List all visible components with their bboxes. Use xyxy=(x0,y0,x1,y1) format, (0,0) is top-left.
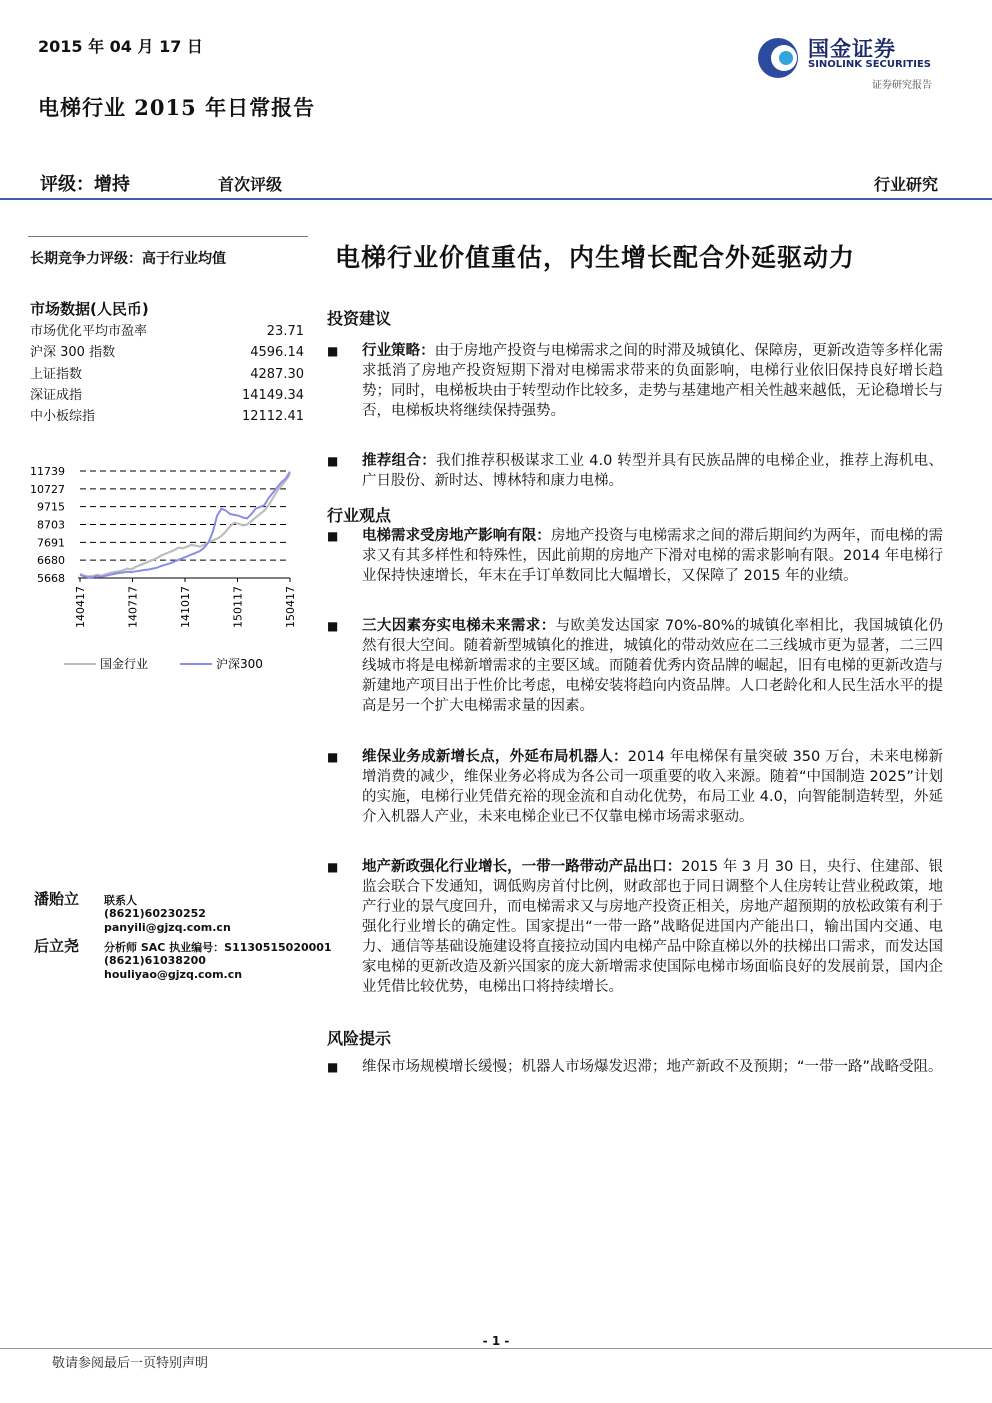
report-date: 2015 年 04 月 17 日 xyxy=(38,37,203,56)
y-tick-label: 10727 xyxy=(30,482,65,496)
index-chart xyxy=(24,452,314,674)
long-term-rating: 长期竞争力评级：高于行业均值 xyxy=(30,251,226,267)
footer-disclaimer: 敬请参阅最后一页特别声明 xyxy=(52,1356,209,1371)
bullet-text xyxy=(362,616,943,716)
logo-sub-text: 证券研究报告 xyxy=(872,80,932,91)
market-label: 深证成指 xyxy=(30,387,83,403)
market-data-table xyxy=(30,321,306,427)
y-tick-label: 6680 xyxy=(37,554,65,568)
market-row xyxy=(30,321,306,342)
report-title: 电梯行业 2015 年日常报告 xyxy=(38,95,316,120)
bullet-text xyxy=(362,747,943,827)
bullet-item xyxy=(327,747,943,847)
bullet-body: 由于房地产投资与电梯需求之间的时滞及城镇化、保障房，更新改造等多样化需求抵消了房地产投资短期下滑对电梯需求带来的负面影响，电梯行业依旧保持良好增长趋势；同时，电梯板块由于转型动作比较多，走势与基建地产相关性越来越低，无论稳增长与否，电梯板块将继续保持强势。 xyxy=(362,343,944,419)
market-value: 4287.30 xyxy=(250,366,304,382)
bullet-square-icon: ■ xyxy=(327,454,339,468)
market-row xyxy=(30,406,306,427)
page-number: - 1 - xyxy=(482,1334,510,1348)
main-title: 电梯行业价值重估，内生增长配合外延驱动力 xyxy=(335,243,856,272)
bullet-item xyxy=(327,857,943,1017)
x-tick-label: 141017 xyxy=(179,586,192,628)
section-heading: 投资建议 xyxy=(327,309,392,328)
market-row xyxy=(30,364,306,385)
industry-research-label: 行业研究 xyxy=(873,175,938,194)
bullet-lead: 维保业务成新增长点，外延布局机器人： xyxy=(362,749,628,765)
bullet-item xyxy=(327,341,943,441)
bullet-body: 2015 年 3 月 30 日，央行、住建部、银监会联合下发通知，调低购房首付比例，财政部也于同日调整个人住房转让营业税政策，地产行业的景气度回升，而电梯需求又与房地产投资正相关，房地产超预期的放松政策有利于强化行业增长的确定性。国家提出“一带一路”战略促进国内产能出口，输出国内交通、电力、通信等基础设施建设将直接拉动国内电梯产品中除直梯以外的扶梯出口需求，而发达国家电梯的更新改造及新兴国家的庞大新增需求使国际电梯市场面临良好的发展前景，国内企业凭借比较优势，电梯出口将持续增长。 xyxy=(362,859,943,995)
analyst-role: 联系人 xyxy=(104,894,137,907)
section-heading: 风险提示 xyxy=(327,1029,392,1048)
header-divider xyxy=(0,198,992,200)
logo-mark-icon xyxy=(756,34,804,82)
analyst-email: houliyao@gjzq.com.cn xyxy=(104,967,243,981)
analyst-email: panyili@gjzq.com.cn xyxy=(104,920,231,934)
bullet-body: 房地产投资与电梯需求之间的滞后期间约为两年，而电梯的需求又有其多样性和特殊性，因此前期的房地产下滑对电梯的需求影响有限。2014 年电梯行业保持快速增长，年末在手订单数同比大幅增长，又保障了 2015 年的业绩。 xyxy=(362,528,944,584)
rating: 评级：增持 xyxy=(40,174,130,195)
bullet-square-icon: ■ xyxy=(327,344,339,358)
x-tick-label: 140717 xyxy=(126,586,140,628)
logo-cn-text: 国金证券 xyxy=(808,37,896,61)
bullet-square-icon: ■ xyxy=(327,860,339,874)
market-row xyxy=(30,385,306,406)
bullet-item xyxy=(327,616,943,736)
sidebar-divider xyxy=(28,236,308,237)
analyst-name: 潘贻立 xyxy=(34,890,80,908)
bullet-lead: 推荐组合： xyxy=(362,453,437,469)
bullet-item xyxy=(327,451,943,491)
market-value: 4596.14 xyxy=(250,345,304,361)
market-value: 12112.41 xyxy=(241,409,304,425)
legend-label: 沪深300 xyxy=(216,657,263,671)
bullet-square-icon: ■ xyxy=(327,619,339,633)
bullet-item xyxy=(327,1057,943,1097)
y-tick-label: 5668 xyxy=(37,572,65,585)
bullet-text xyxy=(362,857,943,997)
x-tick-label: 150117 xyxy=(231,586,245,628)
analyst-phone: (8621)60230252 xyxy=(104,907,206,921)
x-tick-label: 150417 xyxy=(284,586,297,628)
bullet-lead: 行业策略： xyxy=(362,343,435,359)
bullet-lead: 三大因素夯实电梯未来需求： xyxy=(362,618,556,634)
market-label: 中小板综指 xyxy=(30,409,96,425)
market-value: 14149.34 xyxy=(241,387,304,403)
section-heading: 行业观点 xyxy=(327,506,392,525)
first-rating: 首次评级 xyxy=(218,175,283,194)
bullet-item xyxy=(327,526,943,606)
analyst-role: 分析师 SAC 执业编号：S1130515020001 xyxy=(104,941,332,954)
footer-divider xyxy=(0,1348,992,1349)
bullet-body: 2014 年电梯保有量突破 350 万台，未来电梯新增消费的减少，维保业务必将成为各公司一项重要的收入来源。随着“中国制造 2025”计划的实施，电梯行业凭借充裕的现金流和自动化优势，布局工业 4.0，向智能制造转型，外延介入机器人产业，未来电梯企业已不仅靠电梯市场需求驱动。 xyxy=(362,749,943,825)
market-value: 23.71 xyxy=(266,324,304,339)
y-tick-label: 7691 xyxy=(37,536,65,550)
bullet-lead: 电梯需求受房地产影响有限： xyxy=(362,528,551,544)
analyst-contact xyxy=(104,894,231,934)
analyst-name: 后立尧 xyxy=(34,937,80,955)
y-tick-label: 8703 xyxy=(37,518,65,532)
bullet-body: 与欧美发达国家 70%-80%的城镇化率相比，我国城镇化仍然有很大空间。随着新型城镇化的推进，城镇化的带动效应在二三线城市更为显著，二三四线城市将是电梯新增需求的主要区域。而随着优秀内资品牌的崛起，旧有电梯的更新改造与新建地产项目出于性价比考虑，电梯安装将趋向内资品牌。人口老龄化和人民生活水平的提高是另一个扩大电梯需求量的因素。 xyxy=(362,618,944,714)
y-tick-label: 11739 xyxy=(30,465,65,478)
analyst-phone: (8621)61038200 xyxy=(104,954,206,968)
bullet-text xyxy=(362,1057,943,1077)
bullet-body: 我们推荐积极谋求工业 4.0 转型并具有民族品牌的电梯企业，推荐上海机电、广日股份、新时达、博林特和康力电梯。 xyxy=(362,453,943,489)
bullet-text xyxy=(362,341,943,421)
series-line-0 xyxy=(80,474,290,576)
bullet-square-icon: ■ xyxy=(327,529,339,543)
bullet-body: 维保市场规模增长缓慢；机器人市场爆发迟滞；地产新政不及预期；“一带一路”战略受阻。 xyxy=(362,1059,943,1075)
bullet-square-icon: ■ xyxy=(327,750,339,764)
sinolink-logo xyxy=(756,30,946,92)
market-row xyxy=(30,342,306,363)
index-chart-svg xyxy=(24,452,314,674)
market-label: 沪深 300 指数 xyxy=(30,345,116,361)
bullet-text xyxy=(362,451,943,491)
bullet-square-icon: ■ xyxy=(327,1060,339,1074)
bullet-text xyxy=(362,526,943,586)
bullet-lead: 地产新政强化行业增长，一带一路带动产品出口： xyxy=(362,859,682,875)
logo-en-text: SINOLINK SECURITIES xyxy=(808,59,931,70)
x-tick-label: 140417 xyxy=(74,586,87,628)
y-tick-label: 9715 xyxy=(37,500,65,514)
analyst-contact xyxy=(104,941,332,981)
market-label: 市场优化平均市盈率 xyxy=(30,324,148,339)
legend-label: 国金行业 xyxy=(100,657,149,671)
market-label: 上证指数 xyxy=(30,366,83,382)
market-data-heading: 市场数据(人民币) xyxy=(30,300,149,318)
